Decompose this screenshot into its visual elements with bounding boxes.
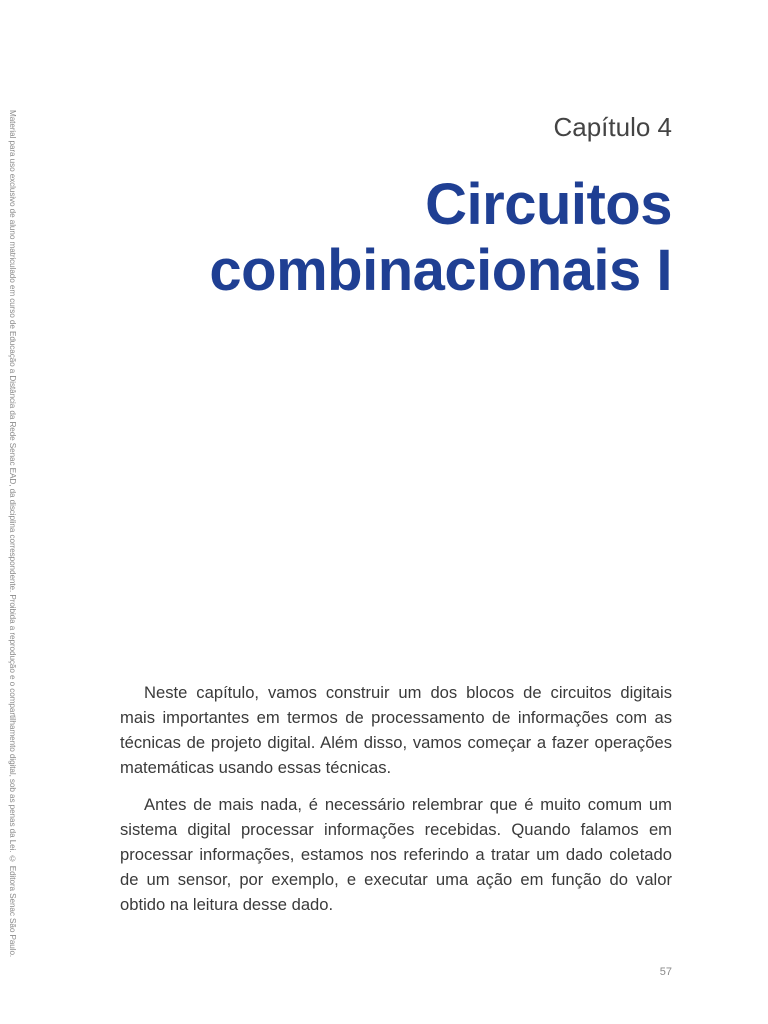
- chapter-title: [112, 172, 672, 304]
- body-paragraph-2: Antes de mais nada, é necessário relembrar que é muito comum um sistema digital processar informações recebidas. Quando falamos em processar informações, estamos nos referindo a tratar um dado coletado de um sensor, por exemplo, e executar uma ação em função do valor obtido na leitura desse dado.: [120, 795, 672, 914]
- body-text: [120, 680, 672, 929]
- page-number: 57: [659, 966, 672, 978]
- body-paragraph-1: Neste capítulo, vamos construir um dos blocos de circuitos digitais mais importantes em termos de processamento de informações com as técnicas de projeto digital. Além disso, vamos começar a fazer operações matemáticas usando essas técnicas.: [120, 683, 672, 777]
- chapter-title-line-1: Circuitos: [425, 172, 672, 237]
- copyright-side-note: Material para uso exclusivo de aluno matriculado em curso de Educação a Distância da Rede Senac EAD, da disciplina correspondente. Proibida a reprodução e o compartilhamento digital, sob as penas da Lei. © Editora Senac São Paulo.: [8, 110, 17, 958]
- chapter-title-line-2: combinacionais I: [209, 238, 672, 303]
- chapter-label: Capítulo 4: [553, 112, 672, 142]
